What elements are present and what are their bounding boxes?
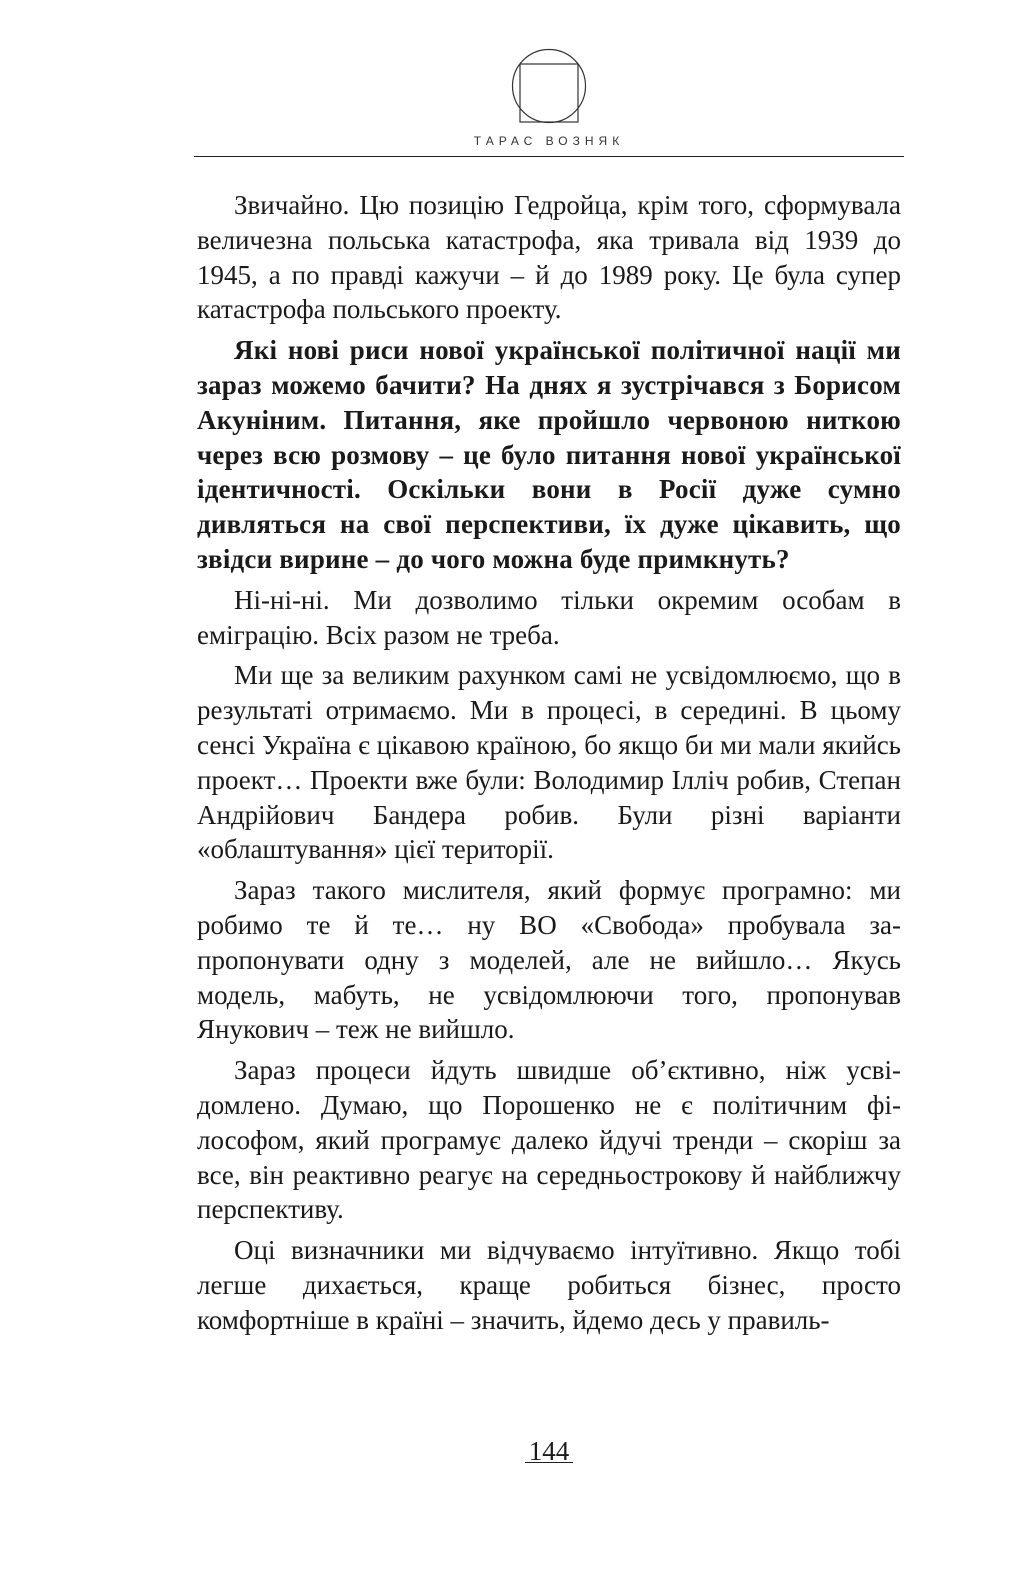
paragraph-answer: Оці визначники ми відчуваємо інтуїтивно. Якщо тобі легше дихається, краще робиться бізнес, просто комфортніше в країні – значить, йдемо десь у правиль- <box>197 1235 901 1335</box>
paragraph-answer: Ми ще за великим рахунком самі не усвідомлюємо, що в результаті отримаємо. Ми в процесі, в середині. В цьому сенсі Україна є цікавою країною, бо якщо би ми мали якийсь проект… Проекти вже були: Володимир Ілліч робив, Степан Андрійович Бандера робив. Були різні варіанти «облаштування» цієї території. <box>197 660 901 865</box>
paragraph-question: Які нові риси нової української політичної нації ми зараз можемо бачити? На днях я зустрічався з Борисом Акуніним. Питання, яке пройшло червоною ниткою через всю розмову – це було питання нової української ідентичності. Оскільки вони в Росії дуже сумно дивляться на свої перспективи, їх дуже цікавить, що звідси вирине – до чого можна буде примкнуть? <box>197 335 901 574</box>
running-header-title: ТАРАС ВОЗНЯК <box>473 134 625 148</box>
page-number: 144 <box>528 1436 570 1466</box>
page-number-rule <box>525 1462 573 1463</box>
paragraph-answer: Ні-ні-ні. Ми дозволимо тільки окремим особам в еміграцію. Всіх разом не треба. <box>197 584 901 650</box>
circle-square-emblem-icon <box>511 48 587 124</box>
paragraph-answer: Зараз такого мислителя, який формує програмно: ми робимо те й те… ну ВО «Свобода» пробувала запропонувати одну з моделей, але не вийшло… Якусь модель, мабуть, не усвідомлюючи того, пропонував Янукович – теж не вийшло. <box>197 875 901 1045</box>
header-rule <box>194 156 904 157</box>
paragraph-answer: Зараз процеси йдуть швидше об’єктивно, ніж усвідомлено. Думаю, що Порошенко не є політичним філософом, який програмує далеко йдучі тренди – скоріш за все, він реактивно реагує на середньострокову й найближчу перспективу. <box>197 1055 901 1225</box>
page-body <box>197 188 901 1338</box>
paragraph-answer: Звичайно. Цю позицію Гедройца, крім того, сформувала величезна польська катастрофа, яка тривала від 1939 до 1945, а по правді кажучи – й до 1989 року. Це була супер катастрофа польського проекту. <box>197 190 901 325</box>
